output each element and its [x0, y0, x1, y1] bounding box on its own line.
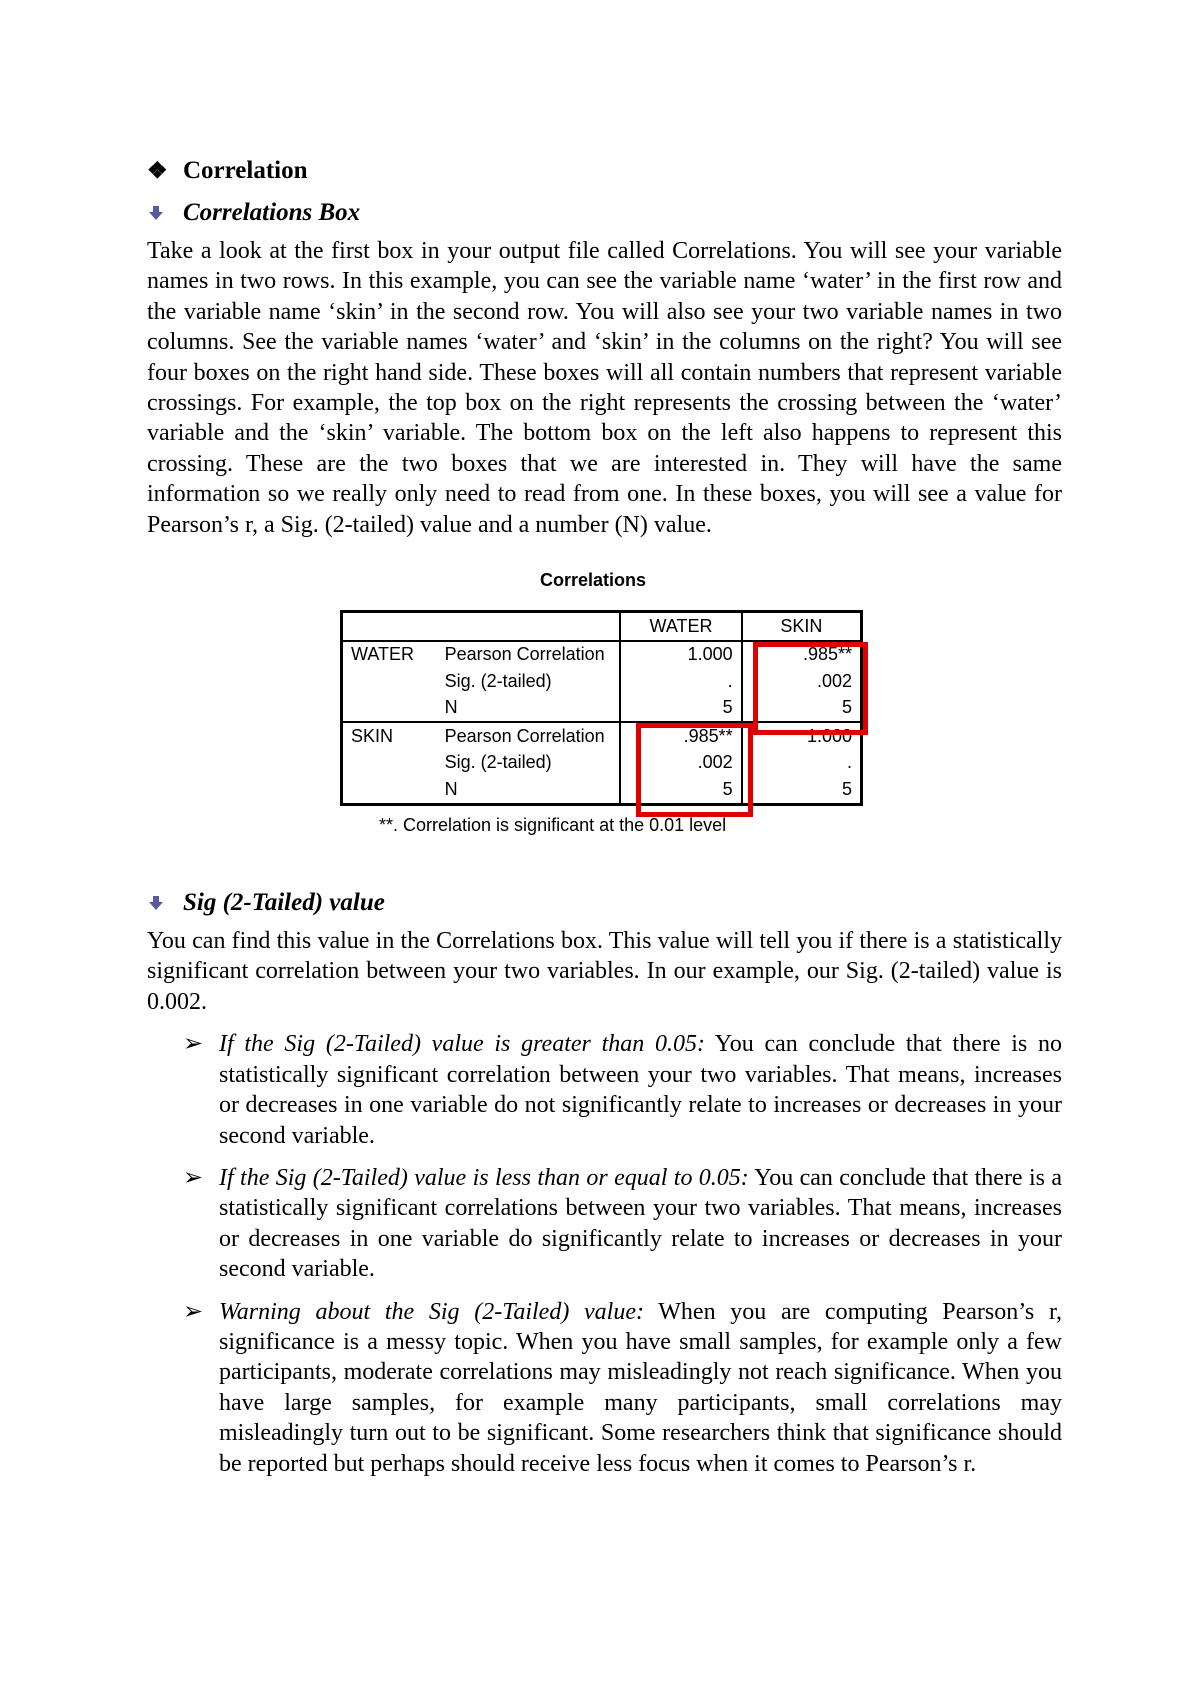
arrow-bullet-icon: [147, 894, 183, 912]
row-statistic: N: [444, 697, 458, 718]
cell-skin: .: [742, 750, 862, 777]
list-item: [183, 1163, 1062, 1285]
cell-skin: 5: [742, 695, 862, 723]
cell-skin: 1.000: [742, 722, 862, 750]
cell-water: .: [620, 668, 741, 695]
cell-water: 5: [620, 695, 741, 723]
cell-water: .985**: [620, 722, 741, 750]
row-statistic: Pearson Correlation: [437, 722, 621, 750]
cell-skin: 5: [742, 776, 862, 804]
table-row: [342, 750, 862, 777]
row-variable: [342, 668, 437, 695]
cell-skin: .002: [742, 668, 862, 695]
row-statistic: Sig. (2-tailed): [444, 670, 552, 691]
cell-skin: .985**: [742, 641, 862, 669]
row-statistic: Pearson Correlation: [444, 644, 605, 665]
arrowhead-bullet-icon: ➢: [183, 1164, 204, 1191]
item-lead: If the Sig (2-Tailed) value is less than or equal to 0.05:: [219, 1164, 749, 1191]
document-page: [147, 156, 1062, 1491]
item-lead: Warning about the Sig (2-Tailed) value:: [219, 1298, 644, 1325]
row-variable: [342, 695, 437, 723]
subheading-text: Sig (2-Tailed) value: [183, 889, 385, 917]
list-item: [183, 1029, 1062, 1151]
row-variable: [342, 776, 437, 804]
table-footnote: **. Correlation is significant at the 0.01 level: [379, 815, 727, 836]
column-header-skin: SKIN: [742, 612, 862, 641]
table-row: [342, 776, 862, 804]
item-lead: If the Sig (2-Tailed) value is greater than 0.05:: [219, 1031, 705, 1058]
highlight-box-bottom-left: [636, 723, 753, 817]
row-statistic: N: [444, 778, 458, 799]
sig-paragraph: You can find this value in the Correlations box. This value will tell you if there is a statistically significant correlation between your two variables. In our example, our Sig. (2-tailed) value is 0.002.: [147, 928, 1062, 1015]
interpretation-list: [183, 1029, 1062, 1479]
subheading-correlations-box: [147, 198, 1062, 228]
cell-water: 1.000: [620, 641, 741, 669]
item-text: You can conclude that there is a statistically significant correlations between your two variables. That means, increases or decreases in one variable do significantly relate to increases or decreases in your second variable.: [219, 1164, 1062, 1283]
arrow-bullet-icon: [147, 204, 183, 222]
table-header-row: [342, 612, 862, 641]
section-heading: [147, 156, 1062, 186]
column-header-water: WATER: [620, 612, 741, 641]
cell-water: 5: [620, 776, 741, 804]
subheading-sig-value: [147, 888, 1062, 918]
arrowhead-bullet-icon: ➢: [183, 1298, 204, 1325]
diamond-bullet-icon: ❖: [147, 158, 168, 183]
item-text: When you are computing Pearson’s r, significance is a messy topic. When you have small samples, for example only a few participants, moderate correlations may misleadingly not reach significance. When you have large samples, for example many participants, small correlations may misleadingly turn out to be significant. Some researchers think that significance should be reported but perhaps should receive less focus when it comes to Pearson’s r.: [219, 1298, 1062, 1477]
row-variable: SKIN: [342, 722, 437, 750]
row-statistic: Sig. (2-tailed): [444, 752, 552, 773]
heading-text: Correlation: [183, 157, 308, 184]
item-text: You can conclude that there is no statistically significant correlation between your two variables. That means, increases or decreases in one variable do not significantly relate to increases or decreases in your second variable.: [219, 1031, 1062, 1149]
subheading-text: Correlations Box: [183, 199, 361, 226]
list-item: [183, 1297, 1062, 1479]
correlations-table-figure: [147, 570, 1062, 860]
table-title: Correlations: [540, 570, 647, 591]
intro-paragraph: Take a look at the first box in your output file called Correlations. You will see your variable names in two rows. In this example, you can see the variable name ‘water’ in the first row and the variable name ‘skin’ in the second row. You will also see your two variable names in two columns. See the variable names ‘water’ and ‘skin’ in the columns on the right? You will see four boxes on the right hand side. These boxes will all contain numbers that represent variable crossings. For example, the top box on the right represents the crossing between the ‘water’ variable and the ‘skin’ variable. The bottom box on the left also happens to represent this crossing. These are the two boxes that we are interested in. They will have the same information so we really only need to read from one. In these boxes, you will see a value for Pearson’s r, a Sig. (2-tailed) value and a number (N) value.: [147, 238, 1062, 538]
cell-water: .002: [620, 750, 741, 777]
highlight-box-top-right: [753, 642, 868, 735]
row-variable: WATER: [351, 644, 414, 665]
arrowhead-bullet-icon: ➢: [183, 1031, 204, 1058]
row-variable: [342, 750, 437, 777]
